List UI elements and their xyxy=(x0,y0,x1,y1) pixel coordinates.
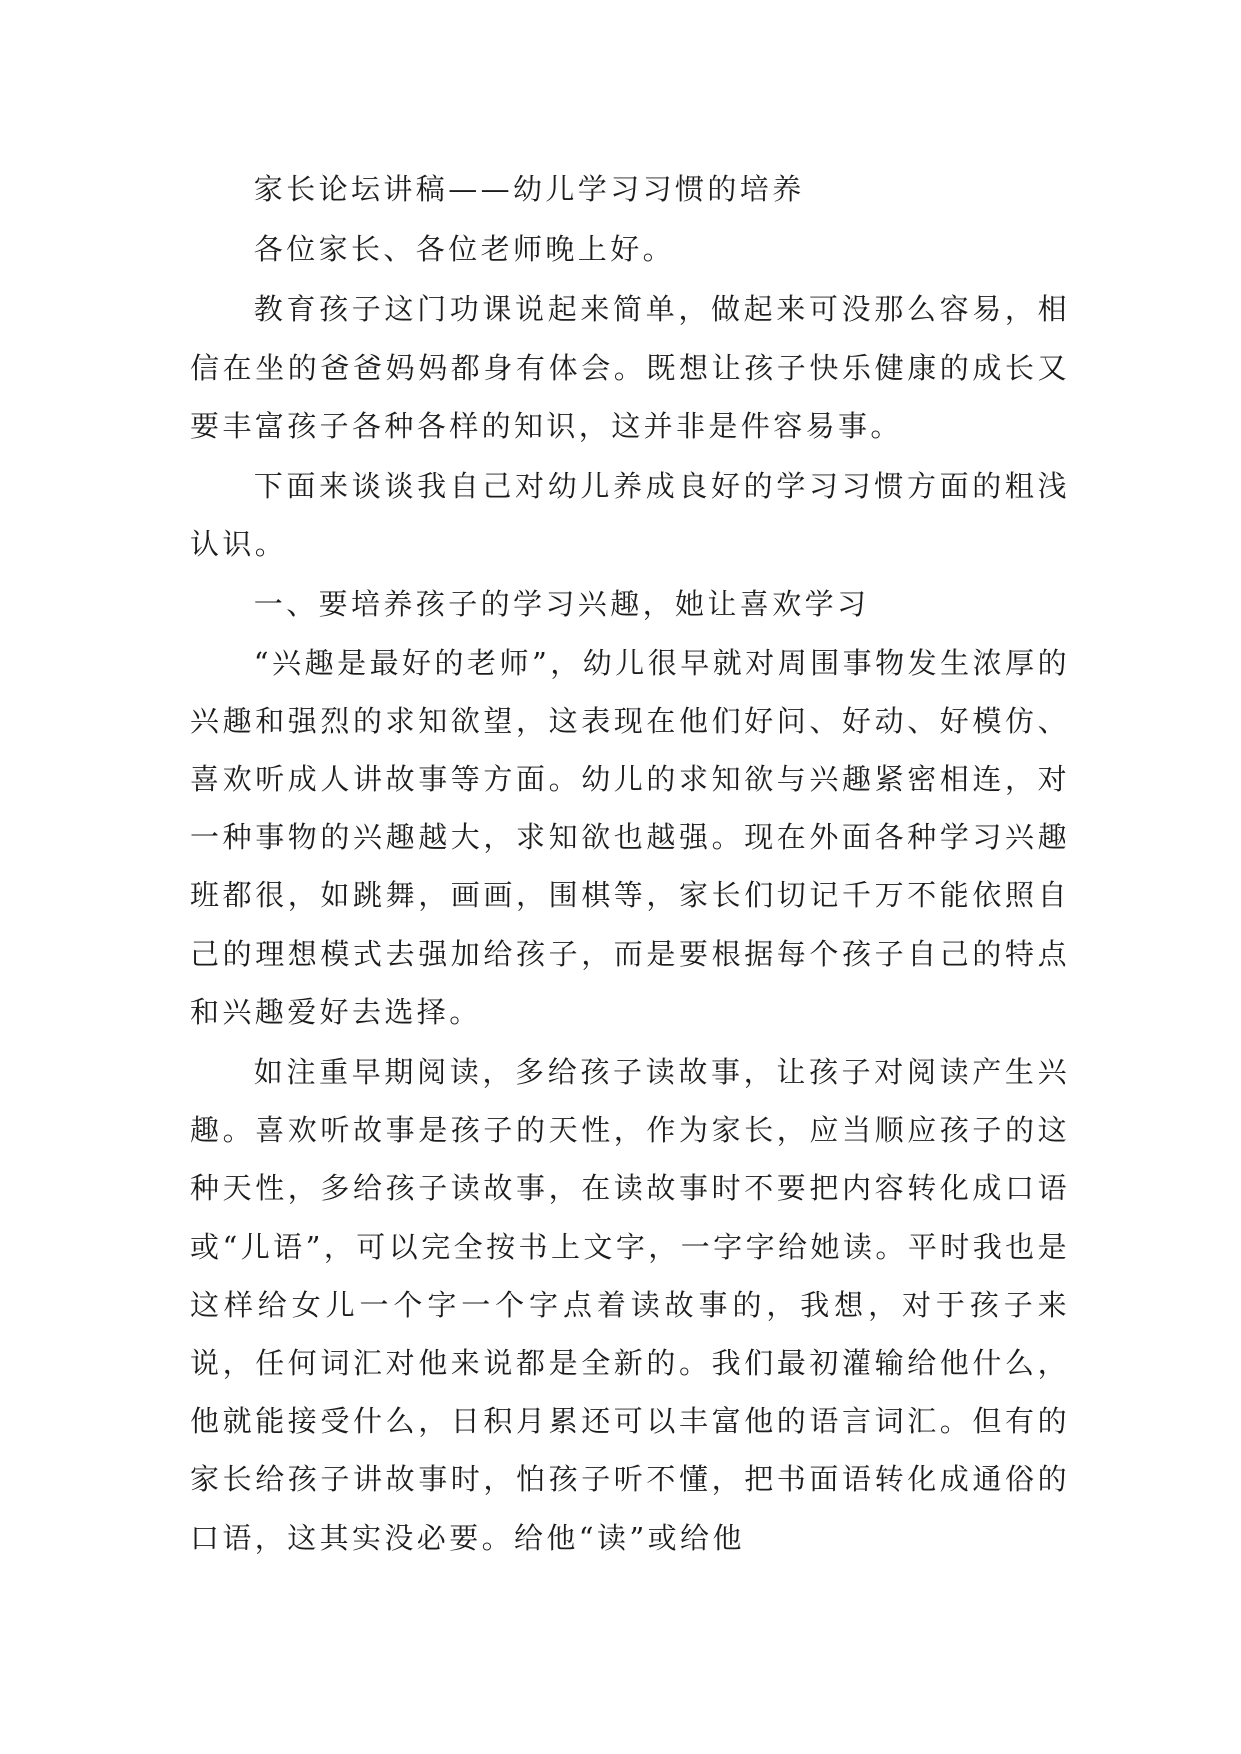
topic-paragraph: 下面来谈谈我自己对幼儿养成良好的学习习惯方面的粗浅认识。 xyxy=(190,469,1070,562)
intro-paragraph: 教育孩子这门功课说起来简单，做起来可没那么容易，相信在坐的爸爸妈妈都身有体会。既想让孩子快乐健康的成长又要丰富孩子各种各样的知识，这并非是件容易事。 xyxy=(190,292,1070,443)
document-body xyxy=(190,160,1070,1567)
reading-paragraph: 如注重早期阅读，多给孩子读故事，让孩子对阅读产生兴趣。喜欢听故事是孩子的天性，作为家长，应当顺应孩子的这种天性，多给孩子读故事，在读故事时不要把内容转化成口语或“儿语”，可以完全按书上文字，一字字给她读。平时我也是这样给女儿一个字一个字点着读故事的，我想，对于孩子来说，任何词汇对他来说都是全新的。我们最初灌输给他什么，他就能接受什么，日积月累还可以丰富他的语言词汇。但有的家长给孩子讲故事时，怕孩子听不懂，把书面语转化成通俗的口语，这其实没必要。给他“读”或给他 xyxy=(190,1055,1070,1555)
interest-paragraph: “兴趣是最好的老师”，幼儿很早就对周围事物发生浓厚的兴趣和强烈的求知欲望，这表现在他们好问、好动、好模仿、喜欢听成人讲故事等方面。幼儿的求知欲与兴趣紧密相连，对一种事物的兴趣越大，求知欲也越强。现在外面各种学习兴趣班都很，如跳舞，画画，围棋等，家长们切记千万不能依照自己的理想模式去强加给孩子，而是要根据每个孩子自己的特点和兴趣爱好去选择。 xyxy=(190,645,1070,1029)
section-heading: 一、要培养孩子的学习兴趣，她让喜欢学习 xyxy=(253,587,870,622)
document-title: 家长论坛讲稿——幼儿学习习惯的培养 xyxy=(253,172,805,206)
greeting-paragraph: 各位家长、各位老师晚上好。 xyxy=(253,232,675,267)
